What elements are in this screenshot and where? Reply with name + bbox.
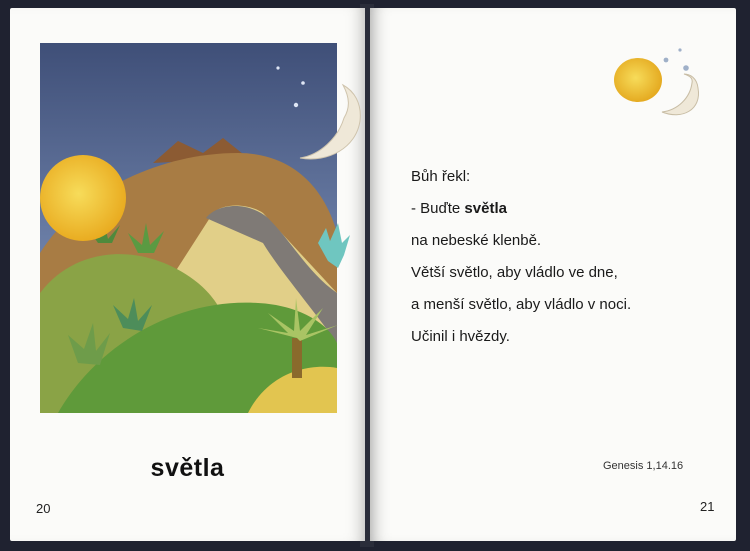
verse-line: Větší světlo, aby vládlo ve dne, [411,264,618,281]
left-page [10,8,365,541]
small-star [664,58,669,63]
creation-illustration [38,43,366,415]
small-moon [662,74,699,115]
verse-line: - Buďte světla [411,200,507,217]
page-number-left: 20 [36,501,51,516]
star [276,66,279,69]
caption-word: světla [150,454,225,482]
verse-line: a menší světlo, aby vládlo v noci. [411,296,632,313]
right-page [370,8,736,541]
highlighted-word: světla [464,200,507,217]
bible-reference: Genesis 1,14.16 [603,460,684,472]
page-number-right: 21 [700,499,715,514]
star [294,103,298,107]
verse-line: Bůh řekl: [411,168,471,185]
verse-line: na nebeské klenbě. [411,232,542,249]
verse-text [411,161,711,353]
verse-line: Učinil i hvězdy. [411,328,510,345]
sun [40,155,126,241]
star [301,81,305,85]
small-star [683,65,689,71]
small-star [678,48,681,51]
small-sun [614,58,662,102]
sun-moon-vignette [610,38,710,128]
